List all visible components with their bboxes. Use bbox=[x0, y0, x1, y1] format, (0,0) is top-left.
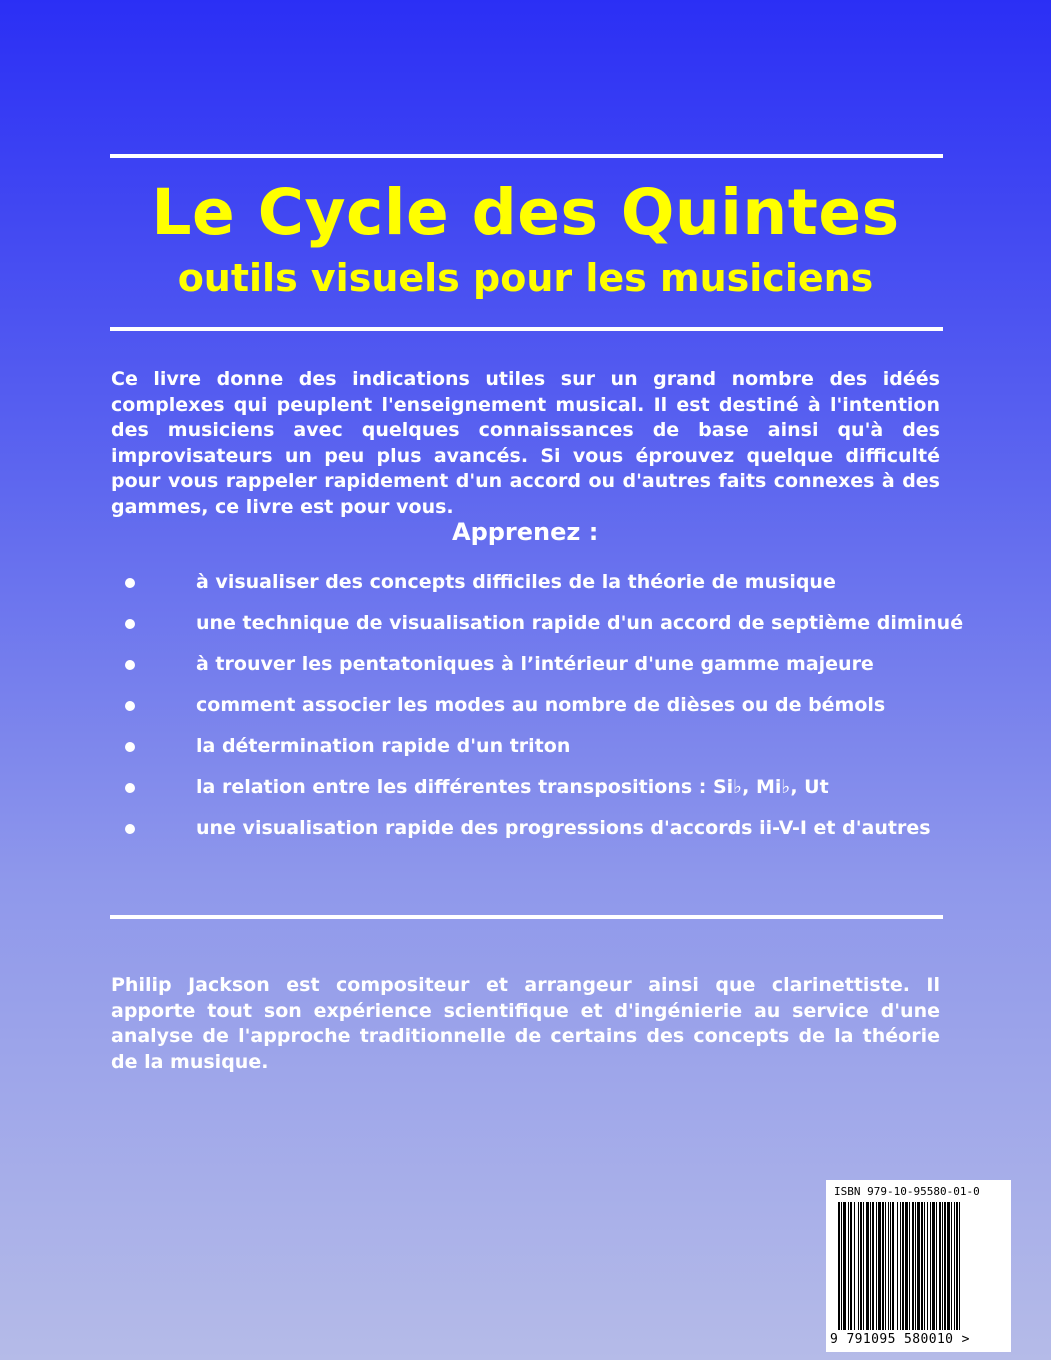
book-subtitle: outils visuels pour les musiciens bbox=[177, 256, 874, 300]
list-item bbox=[0, 604, 1051, 645]
barcode-bar bbox=[860, 1202, 862, 1330]
list-item-text: comment associer les modes au nombre de dièses ou de bémols bbox=[196, 694, 886, 716]
intro-paragraph: Ce livre donne des indications utiles sur un grand nombre des idéés complexes qui peuplent l'enseignement musical. Il est destiné à l'intention des musiciens avec quelques connaissances de base ainsi qu'à des improvisateurs un peu plus avancés. Si vous éprouvez quelque difficulté pour vous rappeler rapidement d'un accord ou d'autres faits connexes à des gammes, ce livre est pour vous. bbox=[111, 368, 940, 518]
barcode-bar bbox=[912, 1202, 914, 1330]
list-item-text: la détermination rapide d'un triton bbox=[196, 735, 571, 757]
barcode-bar bbox=[841, 1202, 842, 1330]
barcode-bar bbox=[947, 1202, 950, 1330]
barcode-bar bbox=[843, 1202, 846, 1330]
barcode-bar bbox=[876, 1202, 877, 1330]
list-item bbox=[0, 563, 1051, 604]
barcode-image bbox=[838, 1202, 998, 1330]
barcode-bar bbox=[930, 1202, 931, 1330]
list-item bbox=[0, 768, 1051, 809]
bottom-divider bbox=[110, 915, 943, 919]
bullet-dot-icon bbox=[125, 619, 135, 629]
book-title: Le Cycle des Quintes bbox=[151, 176, 900, 249]
barcode-bar bbox=[870, 1202, 871, 1330]
list-item-text: à trouver les pentatoniques à l’intérieur d'une gamme majeure bbox=[196, 653, 874, 675]
bullet-dot-icon bbox=[125, 578, 135, 588]
learn-heading: Apprenez : bbox=[452, 518, 599, 546]
bullet-dot-icon bbox=[125, 660, 135, 670]
barcode-bar bbox=[866, 1202, 869, 1330]
isbn-barcode-block bbox=[826, 1180, 1011, 1352]
learn-list bbox=[0, 563, 1051, 850]
bullet-dot-icon bbox=[125, 742, 135, 752]
barcode-bar bbox=[890, 1202, 891, 1330]
barcode-bar bbox=[939, 1202, 941, 1330]
bullet-dot-icon bbox=[125, 824, 135, 834]
barcode-bar bbox=[882, 1202, 884, 1330]
barcode-bar bbox=[838, 1202, 840, 1330]
barcode-bar bbox=[872, 1202, 874, 1330]
barcode-bar bbox=[858, 1202, 859, 1330]
barcode-bar bbox=[897, 1202, 898, 1330]
barcode-bar bbox=[854, 1202, 855, 1330]
barcode-bar bbox=[944, 1202, 946, 1330]
author-bio: Philip Jackson est compositeur et arrangeur ainsi que clarinettiste. Il apporte tout son expérience scientifique et d'ingénierie au service d'une analyse de l'approche traditionnelle de certains des concepts de la théorie de la musique. bbox=[111, 974, 940, 1073]
list-item bbox=[0, 809, 1051, 850]
barcode-bar bbox=[848, 1202, 849, 1330]
list-item-text: une technique de visualisation rapide d'un accord de septième diminué bbox=[196, 612, 964, 634]
barcode-bar bbox=[942, 1202, 943, 1330]
list-item bbox=[0, 727, 1051, 768]
barcode-bar bbox=[905, 1202, 908, 1330]
bullet-dot-icon bbox=[125, 783, 135, 793]
bullet-dot-icon bbox=[125, 701, 135, 711]
top-divider-upper bbox=[110, 154, 943, 158]
barcode-bar bbox=[892, 1202, 894, 1330]
barcode-bar bbox=[936, 1202, 937, 1330]
barcode-bar bbox=[878, 1202, 881, 1330]
barcode-bar bbox=[863, 1202, 864, 1330]
barcode-bar bbox=[850, 1202, 852, 1330]
barcode-bar bbox=[900, 1202, 901, 1330]
barcode-bar bbox=[954, 1202, 955, 1330]
barcode-bar bbox=[902, 1202, 904, 1330]
barcode-bar bbox=[956, 1202, 958, 1330]
barcode-bar bbox=[927, 1202, 928, 1330]
top-divider-lower bbox=[110, 327, 943, 331]
barcode-bar bbox=[885, 1202, 886, 1330]
isbn-label: ISBN 979-10-95580-01-0 bbox=[834, 1185, 980, 1198]
list-item-text: la relation entre les différentes transpositions : Si♭, Mi♭, Ut bbox=[196, 776, 829, 798]
list-item bbox=[0, 645, 1051, 686]
barcode-bar bbox=[909, 1202, 910, 1330]
list-item-text: à visualiser des concepts difficiles de la théorie de musique bbox=[196, 571, 836, 593]
barcode-bar bbox=[951, 1202, 952, 1330]
barcode-bar bbox=[888, 1202, 889, 1330]
barcode-digits: 9 791095 580010 > bbox=[830, 1332, 970, 1347]
barcode-bar bbox=[921, 1202, 923, 1330]
list-item bbox=[0, 686, 1051, 727]
list-item-text: une visualisation rapide des progressions d'accords ii-V-I et d'autres bbox=[196, 817, 931, 839]
barcode-bar bbox=[932, 1202, 935, 1330]
barcode-bar bbox=[917, 1202, 920, 1330]
barcode-bar bbox=[959, 1202, 960, 1330]
barcode-bar bbox=[915, 1202, 916, 1330]
barcode-bar bbox=[924, 1202, 925, 1330]
